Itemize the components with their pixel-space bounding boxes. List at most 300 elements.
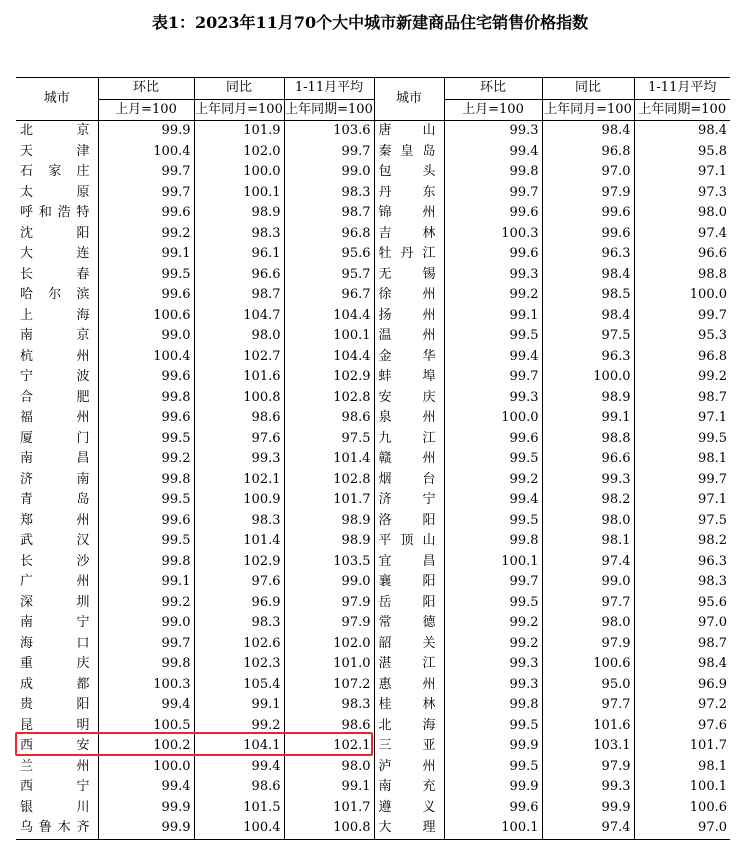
mom-value-left: 100.6 [98,306,194,327]
avg-value-left: 96.7 [284,285,374,306]
yoy-value-left: 98.6 [194,777,284,798]
yoy-value-right: 101.6 [542,716,634,737]
yoy-value-right: 100.0 [542,367,634,388]
avg-value-right: 98.7 [634,634,730,655]
avg-base-header: 上年同期=100 [284,99,374,121]
avg-value-left: 102.8 [284,388,374,409]
mom-value-right: 99.6 [444,798,542,819]
table-row [16,162,730,183]
city-name-left: 上 海 [20,307,90,323]
table-row [16,367,730,388]
avg-value-right: 98.8 [634,265,730,286]
mom-base-header-right: 上月=100 [444,99,542,121]
mom-header: 环比 [98,78,194,100]
avg-value-left: 101.7 [284,798,374,819]
city-name-right: 桂 林 [374,695,444,716]
mom-value-left: 99.6 [98,285,194,306]
price-index-table [16,77,730,840]
avg-value-right: 98.1 [634,757,730,778]
avg-value-right: 100.1 [634,777,730,798]
table-row [16,203,730,224]
table-row [16,736,730,757]
table-row [16,798,730,819]
yoy-value-left: 97.6 [194,429,284,450]
yoy-value-right: 98.9 [542,388,634,409]
mom-value-left: 99.7 [98,183,194,204]
avg-value-right: 98.4 [634,121,730,142]
mom-value-right: 99.9 [444,777,542,798]
yoy-value-right: 98.4 [542,306,634,327]
yoy-value-right: 98.5 [542,285,634,306]
avg-value-right: 99.7 [634,470,730,491]
yoy-value-left: 100.0 [194,162,284,183]
city-column-header: 城市 [16,78,98,121]
table-row [16,285,730,306]
avg-value-left: 97.9 [284,593,374,614]
city-name-left: 贵 阳 [20,697,90,713]
avg-value-left: 97.9 [284,613,374,634]
avg-value-left: 95.7 [284,265,374,286]
avg-value-left: 101.7 [284,490,374,511]
avg-value-right: 98.4 [634,654,730,675]
yoy-value-right: 95.0 [542,675,634,696]
mom-value-right: 99.5 [444,326,542,347]
avg-value-right: 97.0 [634,818,730,839]
city-name-right: 徐 州 [374,285,444,306]
avg-value-right: 97.0 [634,613,730,634]
yoy-value-right: 99.3 [542,470,634,491]
mom-value-left: 99.5 [98,490,194,511]
yoy-base-header: 上年同月=100 [194,99,284,121]
city-name-left: 长 沙 [20,553,90,569]
city-name-right: 济 宁 [374,490,444,511]
yoy-value-left: 102.0 [194,142,284,163]
table-row [16,224,730,245]
mom-value-right: 99.3 [444,388,542,409]
mom-value-left: 99.4 [98,695,194,716]
mom-value-left: 99.6 [98,367,194,388]
table-row [16,449,730,470]
city-name-right: 安 庆 [374,388,444,409]
avg-value-right: 96.8 [634,347,730,368]
mom-value-left: 99.5 [98,531,194,552]
yoy-value-right: 99.6 [542,203,634,224]
avg-value-left: 103.6 [284,121,374,142]
yoy-value-left: 98.3 [194,613,284,634]
yoy-value-left: 98.6 [194,408,284,429]
avg-value-right: 96.3 [634,552,730,573]
mom-value-right: 99.1 [444,306,542,327]
city-name-left: 南 昌 [20,451,90,467]
city-name-left: 银 川 [20,799,90,815]
mom-value-left: 99.7 [98,162,194,183]
mom-value-left: 100.0 [98,757,194,778]
city-name-right: 三 亚 [374,736,444,757]
mom-value-right: 99.6 [444,203,542,224]
table-row [16,777,730,798]
avg-value-right: 101.7 [634,736,730,757]
city-name-left: 杭 州 [20,348,90,364]
city-name-right: 惠 州 [374,675,444,696]
table-row [16,265,730,286]
avg-value-left: 102.8 [284,470,374,491]
city-name-right: 岳 阳 [374,593,444,614]
mom-value-left: 100.2 [98,736,194,757]
yoy-value-right: 96.6 [542,449,634,470]
avg-base-header-right: 上年同期=100 [634,99,730,121]
mom-base-header: 上月=100 [98,99,194,121]
yoy-value-left: 96.6 [194,265,284,286]
avg-value-left: 98.9 [284,511,374,532]
yoy-value-right: 98.2 [542,490,634,511]
avg-value-right: 99.7 [634,306,730,327]
city-name-right: 泉 州 [374,408,444,429]
mom-value-right: 99.8 [444,162,542,183]
table-row [16,552,730,573]
mom-value-right: 99.8 [444,695,542,716]
avg-value-right: 98.7 [634,388,730,409]
city-name-right: 大 理 [374,818,444,839]
avg-value-left: 101.4 [284,449,374,470]
mom-value-right: 99.3 [444,654,542,675]
avg-value-right: 98.3 [634,572,730,593]
table-row [16,531,730,552]
yoy-value-left: 98.3 [194,511,284,532]
mom-value-left: 99.2 [98,449,194,470]
city-name-left: 长 春 [20,266,90,282]
city-name-left: 广 州 [20,574,90,590]
yoy-value-left: 100.1 [194,183,284,204]
table-row [16,347,730,368]
yoy-value-right: 97.9 [542,757,634,778]
city-name-left: 青 岛 [20,492,90,508]
yoy-value-right: 97.7 [542,593,634,614]
table-row [16,244,730,265]
mom-value-right: 99.2 [444,613,542,634]
city-name-right: 南 充 [374,777,444,798]
city-name-right: 无 锡 [374,265,444,286]
avg-value-left: 100.8 [284,818,374,839]
yoy-value-left: 102.6 [194,634,284,655]
city-name-left: 石家庄 [20,164,90,180]
yoy-base-header-right: 上年同月=100 [542,99,634,121]
yoy-value-left: 98.0 [194,326,284,347]
yoy-value-right: 103.1 [542,736,634,757]
city-name-left: 北 京 [20,123,90,139]
avg-value-right: 97.6 [634,716,730,737]
mom-value-right: 99.5 [444,593,542,614]
table-row [16,511,730,532]
city-name-right: 洛 阳 [374,511,444,532]
avg-value-left: 98.9 [284,531,374,552]
yoy-value-left: 98.7 [194,285,284,306]
mom-value-right: 99.5 [444,757,542,778]
mom-value-right: 99.4 [444,347,542,368]
yoy-value-right: 97.5 [542,326,634,347]
mom-value-left: 99.0 [98,326,194,347]
yoy-value-left: 102.3 [194,654,284,675]
city-name-left: 太 原 [20,184,90,200]
yoy-value-right: 99.1 [542,408,634,429]
mom-value-left: 99.5 [98,265,194,286]
city-name-left: 合 肥 [20,389,90,405]
city-name-right: 九 江 [374,429,444,450]
table-row [16,121,730,142]
avg-value-left: 99.7 [284,142,374,163]
avg-value-left: 98.3 [284,695,374,716]
mom-value-left: 99.8 [98,654,194,675]
avg-value-left: 102.1 [284,736,374,757]
yoy-value-left: 101.6 [194,367,284,388]
mom-value-right: 100.1 [444,552,542,573]
yoy-value-right: 96.8 [542,142,634,163]
table-row [16,408,730,429]
mom-value-right: 99.5 [444,449,542,470]
city-name-right: 蚌 埠 [374,367,444,388]
yoy-value-left: 98.9 [194,203,284,224]
city-name-right: 韶 关 [374,634,444,655]
mom-value-right: 100.0 [444,408,542,429]
avg-value-left: 98.7 [284,203,374,224]
mom-value-left: 99.2 [98,224,194,245]
yoy-value-left: 100.8 [194,388,284,409]
yoy-value-right: 97.9 [542,183,634,204]
yoy-value-left: 101.4 [194,531,284,552]
avg-header-right: 1-11月平均 [634,78,730,100]
mom-value-left: 100.4 [98,347,194,368]
mom-value-right: 100.1 [444,818,542,839]
yoy-value-left: 96.1 [194,244,284,265]
mom-value-left: 99.9 [98,798,194,819]
avg-value-left: 95.6 [284,244,374,265]
yoy-value-left: 101.5 [194,798,284,819]
avg-value-left: 99.1 [284,777,374,798]
yoy-value-right: 99.0 [542,572,634,593]
mom-value-left: 99.8 [98,470,194,491]
table-row [16,183,730,204]
yoy-value-right: 96.3 [542,244,634,265]
yoy-value-left: 100.4 [194,818,284,839]
mom-value-right: 99.3 [444,675,542,696]
yoy-value-left: 101.9 [194,121,284,142]
city-name-left: 沈 阳 [20,225,90,241]
yoy-value-left: 104.7 [194,306,284,327]
yoy-value-right: 97.4 [542,818,634,839]
mom-value-left: 99.8 [98,388,194,409]
table-row [16,675,730,696]
city-name-left: 西 宁 [20,779,90,795]
yoy-value-left: 105.4 [194,675,284,696]
avg-value-right: 100.0 [634,285,730,306]
avg-value-left: 100.1 [284,326,374,347]
city-column-header-right: 城市 [374,78,444,121]
mom-value-right: 99.9 [444,736,542,757]
city-name-right: 温 州 [374,326,444,347]
yoy-value-left: 96.9 [194,593,284,614]
city-name-right: 北 海 [374,716,444,737]
yoy-value-right: 98.0 [542,511,634,532]
mom-value-right: 99.4 [444,490,542,511]
city-name-right: 牡丹江 [374,244,444,265]
avg-value-right: 97.2 [634,695,730,716]
yoy-value-right: 97.0 [542,162,634,183]
mom-value-right: 99.5 [444,716,542,737]
yoy-value-right: 97.4 [542,552,634,573]
table-row [16,613,730,634]
city-name-left: 南 宁 [20,615,90,631]
avg-value-left: 98.0 [284,757,374,778]
header-row-1 [16,78,730,100]
yoy-value-right: 98.8 [542,429,634,450]
city-name-left: 南 京 [20,328,90,344]
mom-value-right: 99.6 [444,244,542,265]
mom-value-left: 99.1 [98,244,194,265]
city-name-right: 金 华 [374,347,444,368]
avg-value-right: 95.8 [634,142,730,163]
yoy-value-left: 102.7 [194,347,284,368]
city-name-left: 海 口 [20,635,90,651]
mom-value-right: 99.7 [444,367,542,388]
city-name-left: 福 州 [20,410,90,426]
avg-value-left: 99.0 [284,162,374,183]
mom-value-right: 100.3 [444,224,542,245]
avg-value-right: 98.1 [634,449,730,470]
city-name-right: 襄 阳 [374,572,444,593]
avg-value-right: 98.0 [634,203,730,224]
yoy-value-right: 99.9 [542,798,634,819]
yoy-value-right: 96.3 [542,347,634,368]
mom-value-left: 99.8 [98,552,194,573]
city-name-right: 宜 昌 [374,552,444,573]
city-name-right: 平顶山 [374,531,444,552]
avg-value-right: 99.5 [634,429,730,450]
mom-value-right: 99.3 [444,265,542,286]
yoy-value-right: 97.9 [542,634,634,655]
yoy-value-left: 104.1 [194,736,284,757]
mom-header-right: 环比 [444,78,542,100]
table-title: 表1：2023年11月70个大中城市新建商品住宅销售价格指数 [151,13,589,32]
city-name-left: 大 连 [20,246,90,262]
avg-value-right: 100.6 [634,798,730,819]
city-name-left: 郑 州 [20,512,90,528]
mom-value-right: 99.7 [444,572,542,593]
avg-value-right: 97.3 [634,183,730,204]
avg-header: 1-11月平均 [284,78,374,100]
city-name-left: 乌鲁木齐 [16,818,98,839]
yoy-value-right: 99.6 [542,224,634,245]
city-name-left: 宁 波 [20,369,90,385]
city-name-right: 锦 州 [374,203,444,224]
avg-value-left: 98.6 [284,408,374,429]
avg-value-left: 107.2 [284,675,374,696]
city-name-right: 吉 林 [374,224,444,245]
yoy-value-left: 98.3 [194,224,284,245]
avg-value-left: 104.4 [284,306,374,327]
yoy-value-right: 99.3 [542,777,634,798]
table-body [16,121,730,840]
table-row [16,695,730,716]
mom-value-left: 99.5 [98,429,194,450]
avg-value-right: 97.1 [634,408,730,429]
mom-value-right: 99.5 [444,511,542,532]
mom-value-left: 99.6 [98,203,194,224]
city-name-right: 秦皇岛 [374,142,444,163]
yoy-value-right: 98.0 [542,613,634,634]
yoy-value-left: 99.3 [194,449,284,470]
yoy-value-left: 99.1 [194,695,284,716]
table-row [16,634,730,655]
yoy-value-left: 102.9 [194,552,284,573]
city-name-right: 烟 台 [374,470,444,491]
avg-value-right: 97.4 [634,224,730,245]
avg-value-left: 102.9 [284,367,374,388]
avg-value-left: 99.0 [284,572,374,593]
avg-value-left: 101.0 [284,654,374,675]
mom-value-right: 99.4 [444,142,542,163]
city-name-left: 武 汉 [20,533,90,549]
city-name-left: 重 庆 [20,656,90,672]
table-row [16,757,730,778]
table-row [16,429,730,450]
avg-value-right: 96.6 [634,244,730,265]
avg-value-right: 97.1 [634,490,730,511]
mom-value-left: 100.4 [98,142,194,163]
table-row [16,818,730,839]
yoy-value-left: 97.6 [194,572,284,593]
city-name-right: 遵 义 [374,798,444,819]
city-name-left: 兰 州 [20,758,90,774]
avg-value-right: 97.5 [634,511,730,532]
avg-value-left: 98.6 [284,716,374,737]
city-name-right: 扬 州 [374,306,444,327]
table-row [16,388,730,409]
mom-value-right: 99.6 [444,429,542,450]
table-row [16,470,730,491]
city-name-left: 西 安 [20,738,90,754]
yoy-value-right: 97.7 [542,695,634,716]
mom-value-right: 99.2 [444,470,542,491]
table-row [16,654,730,675]
mom-value-left: 99.4 [98,777,194,798]
city-name-left: 济 南 [20,471,90,487]
city-name-right: 丹 东 [374,183,444,204]
city-name-left: 深 圳 [20,594,90,610]
city-name-left: 天 津 [20,143,90,159]
yoy-value-left: 100.9 [194,490,284,511]
city-name-right: 包 头 [374,162,444,183]
city-name-right: 泸 州 [374,757,444,778]
yoy-header-right: 同比 [542,78,634,100]
mom-value-left: 100.3 [98,675,194,696]
city-name-left: 呼和浩特 [20,205,90,221]
table-row [16,490,730,511]
avg-value-left: 96.8 [284,224,374,245]
mom-value-left: 99.1 [98,572,194,593]
mom-value-right: 99.3 [444,121,542,142]
yoy-value-right: 98.4 [542,265,634,286]
table-row [16,716,730,737]
city-name-right: 唐 山 [374,121,444,142]
avg-value-right: 97.1 [634,162,730,183]
table-row [16,593,730,614]
avg-value-left: 102.0 [284,634,374,655]
mom-value-left: 99.0 [98,613,194,634]
avg-value-right: 96.9 [634,675,730,696]
table-row [16,306,730,327]
avg-value-left: 97.5 [284,429,374,450]
yoy-value-right: 98.1 [542,531,634,552]
header-row-2 [16,99,730,121]
